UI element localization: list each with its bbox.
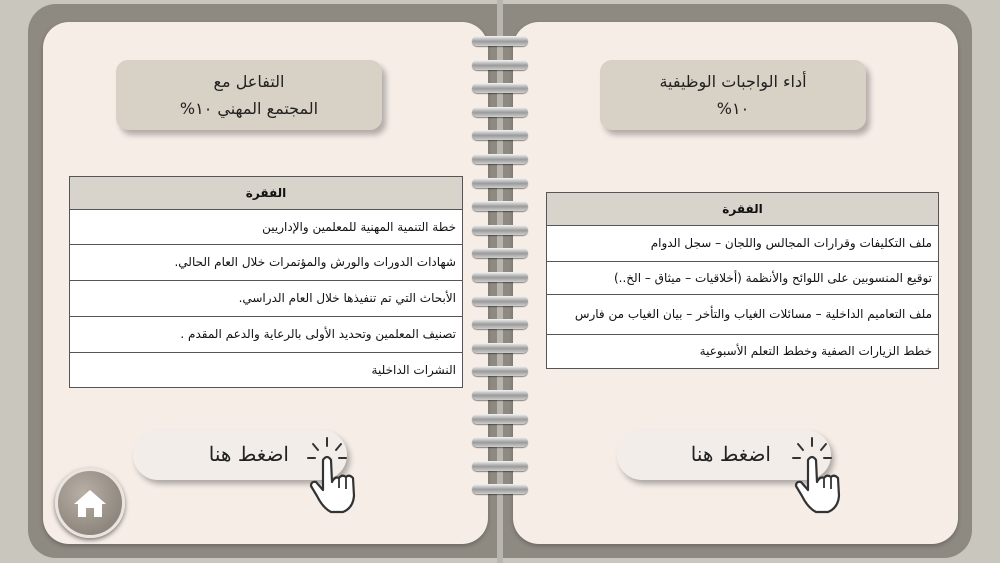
spiral-ring [472, 319, 528, 329]
left-page-title [116, 60, 382, 130]
spiral-ring [472, 130, 528, 140]
spiral-ring [472, 83, 528, 93]
spiral-ring [472, 60, 528, 70]
spiral-ring [472, 461, 528, 471]
spiral-ring [472, 154, 528, 164]
spiral-ring [472, 484, 528, 494]
spiral-ring [472, 225, 528, 235]
spiral-ring [472, 366, 528, 376]
left-title-line1: التفاعل مع [213, 72, 285, 91]
home-icon [72, 487, 108, 519]
spiral-ring [472, 343, 528, 353]
spiral-ring [472, 107, 528, 117]
right-page-title [600, 60, 866, 130]
right-title-line2: ١٠% [716, 99, 750, 118]
table-row: شهادات الدورات والورش والمؤتمرات خلال العام الحالي. [70, 245, 463, 281]
table-row: تصنيف المعلمين وتحديد الأولى بالرعاية والدعم المقدم . [70, 317, 463, 353]
table-row: خطة التنمية المهنية للمعلمين والإداريين [70, 210, 463, 245]
left-title-line2: المجتمع المهني ١٠% [179, 99, 319, 118]
spiral-ring [472, 437, 528, 447]
table-row: ملف التعاميم الداخلية – مسائلات الغياب والتأخر – بيان الغياب من فارس [547, 295, 939, 335]
pointing-hand-icon [790, 432, 850, 514]
left-criteria-table [69, 176, 463, 388]
spiral-ring [472, 248, 528, 258]
spiral-ring [472, 178, 528, 188]
spiral-ring [472, 272, 528, 282]
table-row: توقيع المنسوبين على اللوائح والأنظمة (أخلاقيات – ميثاق – الخ..) [547, 262, 939, 295]
table-row: النشرات الداخلية [70, 353, 463, 388]
spiral-ring [472, 296, 528, 306]
table-header: الفقرة [70, 177, 463, 210]
left-page [43, 22, 488, 544]
press-here-label: اضغط هنا [690, 442, 771, 466]
table-row: الأبحاث التي تم تنفيذها خلال العام الدراسي. [70, 281, 463, 317]
spiral-ring [472, 390, 528, 400]
table-header: الفقرة [547, 193, 939, 226]
spiral-ring [472, 414, 528, 424]
home-button[interactable] [55, 468, 125, 538]
right-page [513, 22, 958, 544]
spiral-ring [472, 201, 528, 211]
right-criteria-table [546, 192, 939, 369]
spiral-ring [472, 36, 528, 46]
table-row: ملف التكليفات وقرارات المجالس واللجان – سجل الدوام [547, 226, 939, 262]
table-row: خطط الزيارات الصفية وخطط التعلم الأسبوعية [547, 335, 939, 369]
press-here-label: اضغط هنا [208, 442, 289, 466]
right-title-line1: أداء الواجبات الوظيفية [659, 72, 807, 91]
pointing-hand-icon [305, 432, 365, 514]
